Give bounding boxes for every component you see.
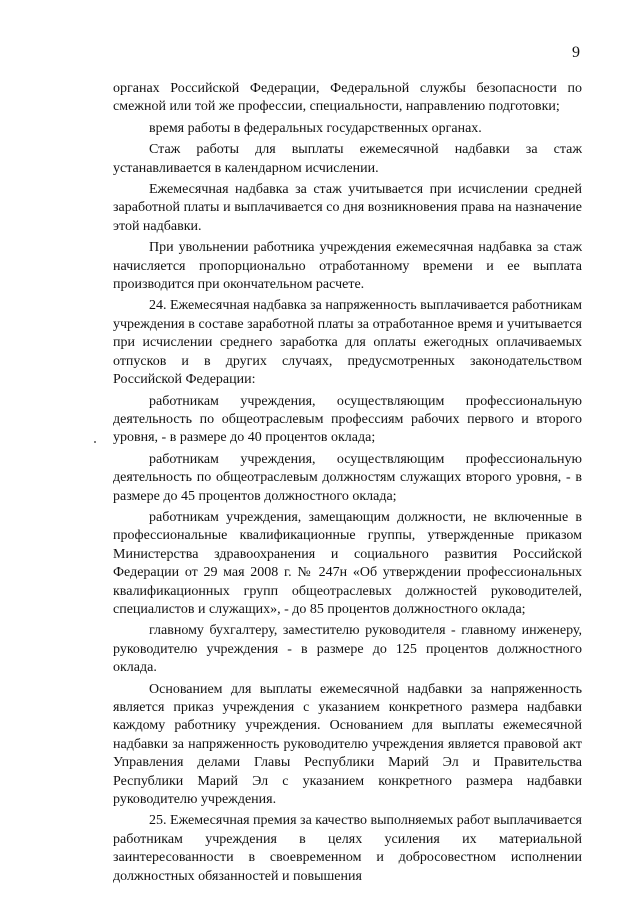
paragraph: При увольнении работника учреждения ежемесячная надбавка за стаж начисляется пропорционально отработанному времени и ее выплата производится при окончательном расчете. — [113, 240, 582, 293]
paragraph: Стаж работы для выплаты ежемесячной надбавки за стаж устанавливается в календарном исчислении. — [113, 142, 582, 176]
paragraph: главному бухгалтеру, заместителю руководителя - главному инженеру, руководителю учреждения - в размере до 125 процентов должностного оклада. — [113, 623, 582, 676]
document-body — [113, 80, 582, 889]
paragraph: работникам учреждения, осуществляющим профессиональную деятельность по общеотраслевым профессиям рабочих первого и второго уровня, - в размере до 40 процентов оклада; — [113, 393, 582, 446]
paragraph: время работы в федеральных государственных органах. — [149, 120, 482, 136]
scan-speck — [94, 441, 96, 443]
paragraph: 25. Ежемесячная премия за качество выполняемых работ выплачивается работникам учреждения в целях усиления их материальной заинтересованности в своевременном и добросовестном исполнении должностных обязанностей и повышения — [113, 813, 582, 884]
page-number: 9 — [572, 44, 580, 61]
paragraph: органах Российской Федерации, Федеральной службы безопасности по смежной или той же профессии, специальности, направлению подготовки; — [113, 81, 582, 115]
paragraph: Основанием для выплаты ежемесячной надбавки за напряженность является приказ учреждения с указанием конкретного размера надбавки каждому работнику учреждения. Основанием для выплаты ежемесячной надбавки за напряженность руководителю учреждения является правовой акт Управления делами Главы Республики Марий Эл и Правительства Республики Марий Эл с указанием конкретного размера надбавки руководителю учреждения. — [113, 681, 582, 808]
paragraph: 24. Ежемесячная надбавка за напряженность выплачивается работникам учреждения в составе заработной платы за отработанное время и учитывается при исчислении среднего заработка для оплаты ежегодных оплачиваемых отпусков и в других случаях, предусмотренных законодательством Российской Федерации: — [113, 298, 582, 388]
paragraph: работникам учреждения, замещающим должности, не включенные в профессиональные квалификационные группы, утвержденные приказом Министерства здравоохранения и социального развития Российской Федерации от 29 мая 2008 г. № 247н «Об утверждении профессиональных квалификационных групп общеотраслевых должностей руководителей, специалистов и служащих», - до 85 процентов должностного оклада; — [113, 509, 582, 617]
paragraph: Ежемесячная надбавка за стаж учитывается при исчислении средней заработной платы и выплачивается со дня возникновения права на назначение этой надбавки. — [113, 182, 582, 234]
paragraph: работникам учреждения, осуществляющим профессиональную деятельность по общеотраслевым должностям служащих второго уровня, - в размере до 45 процентов должностного оклада; — [113, 451, 582, 504]
